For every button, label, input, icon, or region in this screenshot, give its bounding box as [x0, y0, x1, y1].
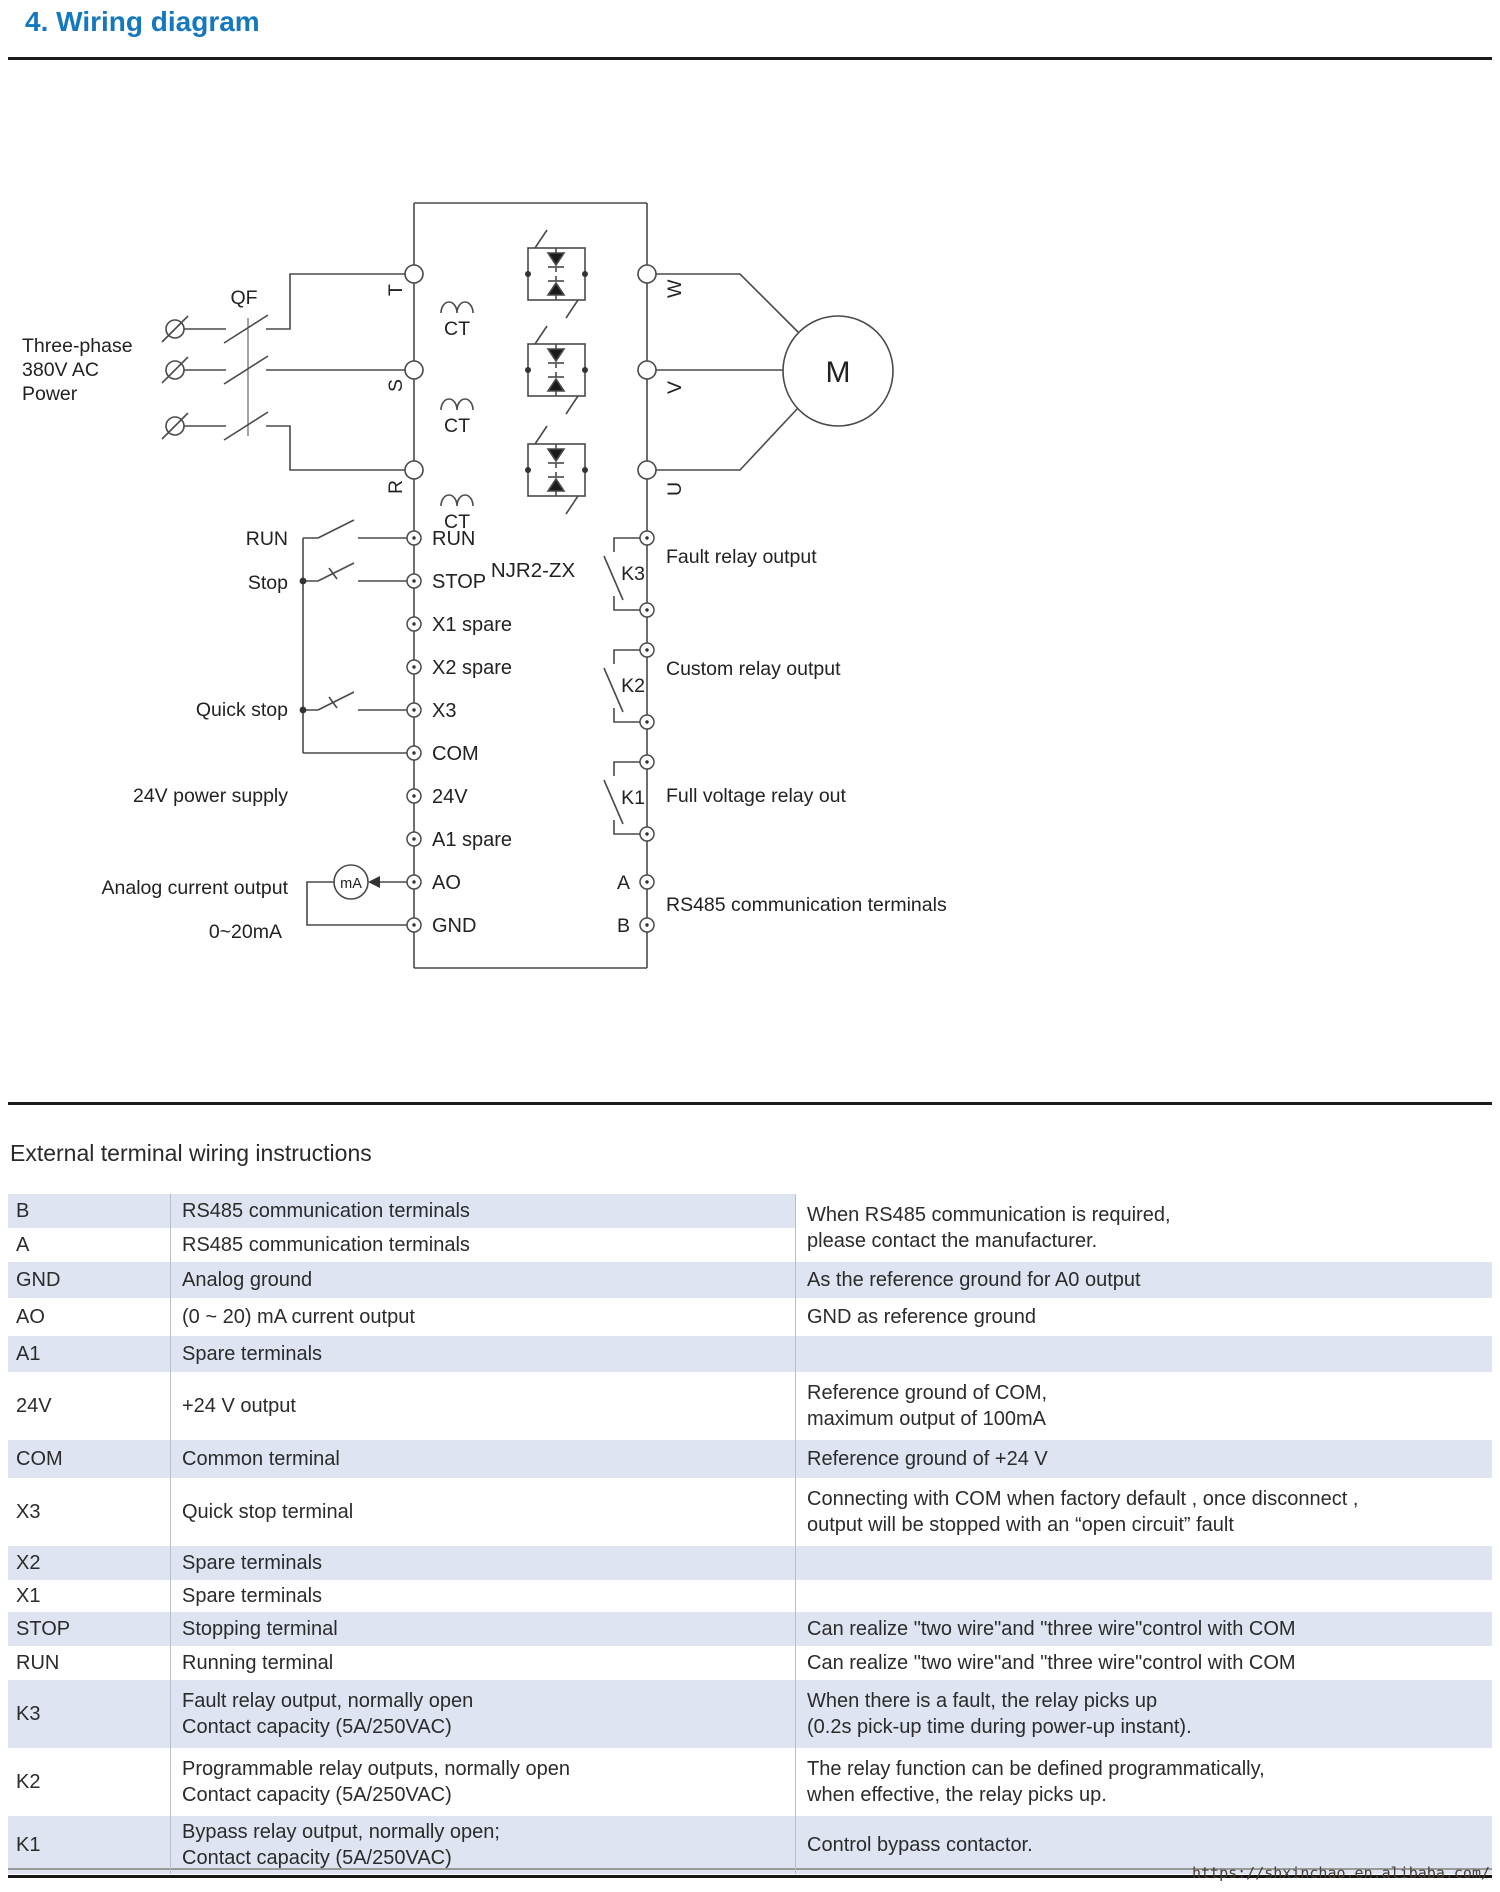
terminal-name-cell: GND [16, 1269, 61, 1291]
terminal-name-cell: A [16, 1234, 30, 1256]
relay-k3-function-label: Fault relay output [666, 546, 817, 568]
terminal-S-label: S [385, 378, 407, 392]
terminal-V-label: V [664, 380, 686, 394]
table-divider-1 [170, 1194, 171, 1874]
table-row [8, 1478, 1492, 1546]
table-row [8, 1546, 1492, 1580]
section-divider [8, 1102, 1492, 1105]
terminal-name-cell: 24V [16, 1395, 52, 1417]
terminal-name-cell: X1 [16, 1585, 41, 1607]
table-divider-2 [795, 1194, 796, 1874]
table-row [8, 1748, 1492, 1816]
terminal-note-cell: When RS485 communication is required, please contact the manufacturer. [807, 1204, 1171, 1252]
terminal-note-cell: Control bypass contactor. [807, 1834, 1033, 1856]
terminal-ao-label: AO [432, 872, 461, 894]
terminal-note-cell [807, 1580, 1488, 1612]
table-row [8, 1680, 1492, 1748]
terminal-note-cell: Can realize "two wire"and "three wire"control with COM [807, 1652, 1296, 1674]
source-label-line2: 380V AC [22, 359, 99, 381]
terminal-description-cell: Quick stop terminal [182, 1501, 354, 1523]
terminal-note-cell: The relay function can be defined programmatically, when effective, the relay picks up. [807, 1758, 1265, 1806]
terminal-description-cell: (0 ~ 20) mA current output [182, 1306, 415, 1328]
relay-k3-label: K3 [621, 563, 645, 585]
terminal-W-label: W [664, 279, 686, 298]
terminal-description-cell: Bypass relay output, normally open; Contact capacity (5A/250VAC) [182, 1821, 500, 1869]
watermark-url: https://shxinchao.en.alibaba.com/ [1191, 1864, 1490, 1882]
terminal-note-cell: As the reference ground for A0 output [807, 1269, 1141, 1291]
ct2-label: CT [444, 415, 470, 437]
terminal-gnd-label: GND [432, 915, 477, 937]
meter-label: mA [340, 876, 362, 892]
terminal-24v-label: 24V [432, 786, 468, 808]
terminal-U-label: U [664, 481, 686, 496]
terminal-x1-label: X1 spare [432, 614, 513, 636]
terminal-description-cell: Fault relay output, normally open Contact capacity (5A/250VAC) [182, 1690, 474, 1738]
terminal-description-cell: Stopping terminal [182, 1618, 338, 1640]
table-row [8, 1336, 1492, 1372]
terminal-name-cell: X2 [16, 1552, 41, 1574]
terminal-note-cell: Reference ground of COM, maximum output of 100mA [807, 1382, 1048, 1430]
terminal-name-cell: A1 [16, 1343, 41, 1365]
terminal-note-cell: GND as reference ground [807, 1306, 1037, 1328]
source-label-line1: Three-phase [22, 335, 133, 357]
terminal-a1-label: A1 spare [432, 829, 513, 851]
terminal-description-cell: Analog ground [182, 1269, 313, 1291]
terminal-description-cell: Running terminal [182, 1652, 334, 1674]
terminal-description-cell: Programmable relay outputs, normally open Contact capacity (5A/250VAC) [182, 1758, 570, 1806]
relay-k1-label: K1 [621, 787, 645, 809]
terminal-name-cell: K1 [16, 1834, 41, 1856]
page-title: 4. Wiring diagram [25, 6, 260, 37]
motor-label: M [825, 356, 851, 389]
terminal-name-cell: STOP [16, 1618, 71, 1640]
relay-k1-function-label: Full voltage relay out [666, 785, 846, 807]
rs485-label: RS485 communication terminals [666, 894, 947, 916]
comm-terminal-b-label: B [616, 915, 630, 937]
terminal-x2-label: X2 spare [432, 657, 513, 679]
table-row [8, 1440, 1492, 1478]
ct1-label: CT [444, 318, 470, 340]
terminal-description-cell: Spare terminals [182, 1585, 323, 1607]
section-heading: External terminal wiring instructions [10, 1140, 372, 1166]
terminal-description-cell: Spare terminals [182, 1552, 323, 1574]
external-run-label: RUN [245, 528, 288, 550]
comm-terminal-a-label: A [616, 872, 630, 894]
terminal-name-cell: K3 [16, 1703, 41, 1725]
analog-output-label: Analog current output [101, 877, 288, 899]
terminal-T-label: T [385, 284, 407, 296]
external-stop-label: Stop [247, 572, 288, 594]
relay-k2-label: K2 [621, 675, 645, 697]
ct3-label: CT [444, 511, 470, 533]
terminal-table [8, 1194, 1492, 1874]
terminal-note-cell: When there is a fault, the relay picks up (0.2s pick-up time during power-up instant). [807, 1690, 1192, 1738]
table-row [8, 1298, 1492, 1336]
table-row [8, 1262, 1492, 1298]
terminal-note-cell: Connecting with COM when factory default , once disconnect , output will be stopped with an “open circuit” fault [807, 1488, 1359, 1536]
analog-range-label: 0~20mA [208, 921, 282, 943]
terminal-center-dots [412, 536, 648, 926]
terminal-note-cell [807, 1546, 1488, 1580]
terminal-name-cell: COM [16, 1448, 63, 1470]
terminal-description-cell: RS485 communication terminals [182, 1200, 470, 1222]
terminal-description-cell: Common terminal [182, 1448, 340, 1470]
external-quick-stop-label: Quick stop [195, 699, 288, 721]
terminal-name-cell: K2 [16, 1771, 41, 1793]
device-label: NJR2-ZX [490, 559, 576, 582]
terminal-note-cell: Reference ground of +24 V [807, 1448, 1048, 1470]
thyristor-pairs [525, 230, 588, 514]
terminal-note-cell: Can realize "two wire"and "three wire"control with COM [807, 1618, 1296, 1640]
terminal-name-cell: AO [16, 1306, 45, 1328]
terminal-com-label: COM [432, 743, 479, 765]
breaker-label: QF [230, 287, 258, 309]
terminal-description-cell: +24 V output [182, 1395, 296, 1417]
terminal-name-cell: X3 [16, 1501, 41, 1523]
relay-k2-function-label: Custom relay output [666, 658, 841, 680]
external-power-label: 24V power supply [132, 785, 288, 807]
table-row [8, 1372, 1492, 1440]
terminal-run-label: RUN [432, 528, 476, 550]
terminal-R-label: R [385, 479, 407, 494]
table-row [8, 1194, 1492, 1252]
terminal-description-cell: RS485 communication terminals [182, 1234, 470, 1256]
terminal-description-cell: Spare terminals [182, 1343, 323, 1365]
terminal-note-cell [807, 1336, 1488, 1372]
terminal-name-cell: RUN [16, 1652, 60, 1674]
terminal-stop-label: STOP [432, 571, 487, 593]
source-label-line3: Power [22, 383, 78, 405]
terminal-x3-label: X3 [432, 700, 457, 722]
terminal-name-cell: B [16, 1200, 30, 1222]
table-row [8, 1612, 1492, 1646]
table-row [8, 1580, 1492, 1612]
table-row [8, 1646, 1492, 1680]
